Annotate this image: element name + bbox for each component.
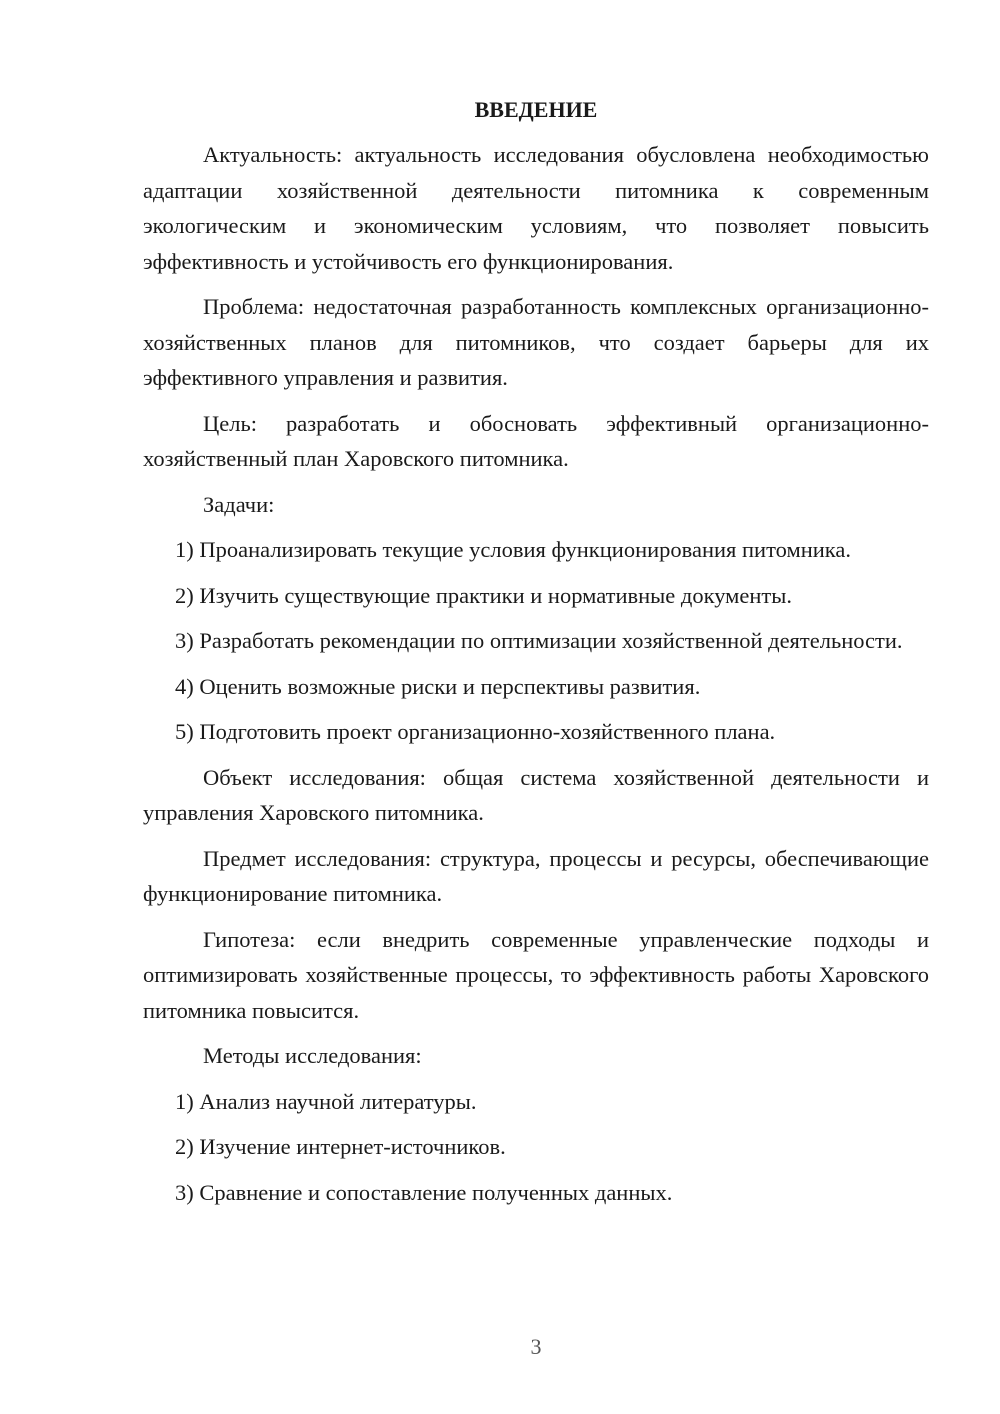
paragraph-relevance: Актуальность: актуальность исследования обусловлена необходимостью адаптации хозяйственной деятельности питомника к современным экологическим и экономическим условиям, что позволяет повысить эффективность и устойчивость его функционирования. xyxy=(143,142,929,274)
paragraph-problem: Проблема: недостаточная разработанность комплексных организационно-хозяйственных планов для питомников, что создает барьеры для их эффективного управления и развития. xyxy=(143,294,929,390)
section-heading: ВВЕДЕНИЕ xyxy=(474,97,598,122)
paragraph-tasks-label: Задачи: xyxy=(203,491,275,517)
task-item-3: 3) Разработать рекомендации по оптимизации хозяйственной деятельности. xyxy=(175,628,903,653)
document-page xyxy=(143,96,929,1220)
method-item-2: 2) Изучение интернет-источников. xyxy=(175,1134,506,1159)
paragraph-methods-label: Методы исследования: xyxy=(203,1043,422,1068)
task-item-2: 2) Изучить существующие практики и нормативные документы. xyxy=(175,582,792,608)
task-item-4: 4) Оценить возможные риски и перспективы развития. xyxy=(175,673,701,699)
paragraph-subject: Предмет исследования: структура, процессы и ресурсы, обеспечивающие функционирование питомника. xyxy=(143,845,929,906)
method-item-3: 3) Сравнение и сопоставление полученных данных. xyxy=(175,1179,673,1205)
paragraph-goal: Цель: разработать и обосновать эффективный организационно-хозяйственный план Харовского питомника. xyxy=(143,410,929,471)
method-item-1: 1) Анализ научной литературы. xyxy=(175,1088,477,1114)
task-item-5: 5) Подготовить проект организационно-хозяйственного плана. xyxy=(175,719,776,744)
task-item-1: 1) Проанализировать текущие условия функционирования питомника. xyxy=(175,537,851,562)
paragraph-hypothesis: Гипотеза: если внедрить современные управленческие подходы и оптимизировать хозяйственные процессы, то эффективность работы Харовского питомника повысится. xyxy=(143,926,929,1023)
paragraph-object: Объект исследования: общая система хозяйственной деятельности и управления Харовского питомника. xyxy=(143,764,929,825)
page-number: 3 xyxy=(530,1334,542,1359)
